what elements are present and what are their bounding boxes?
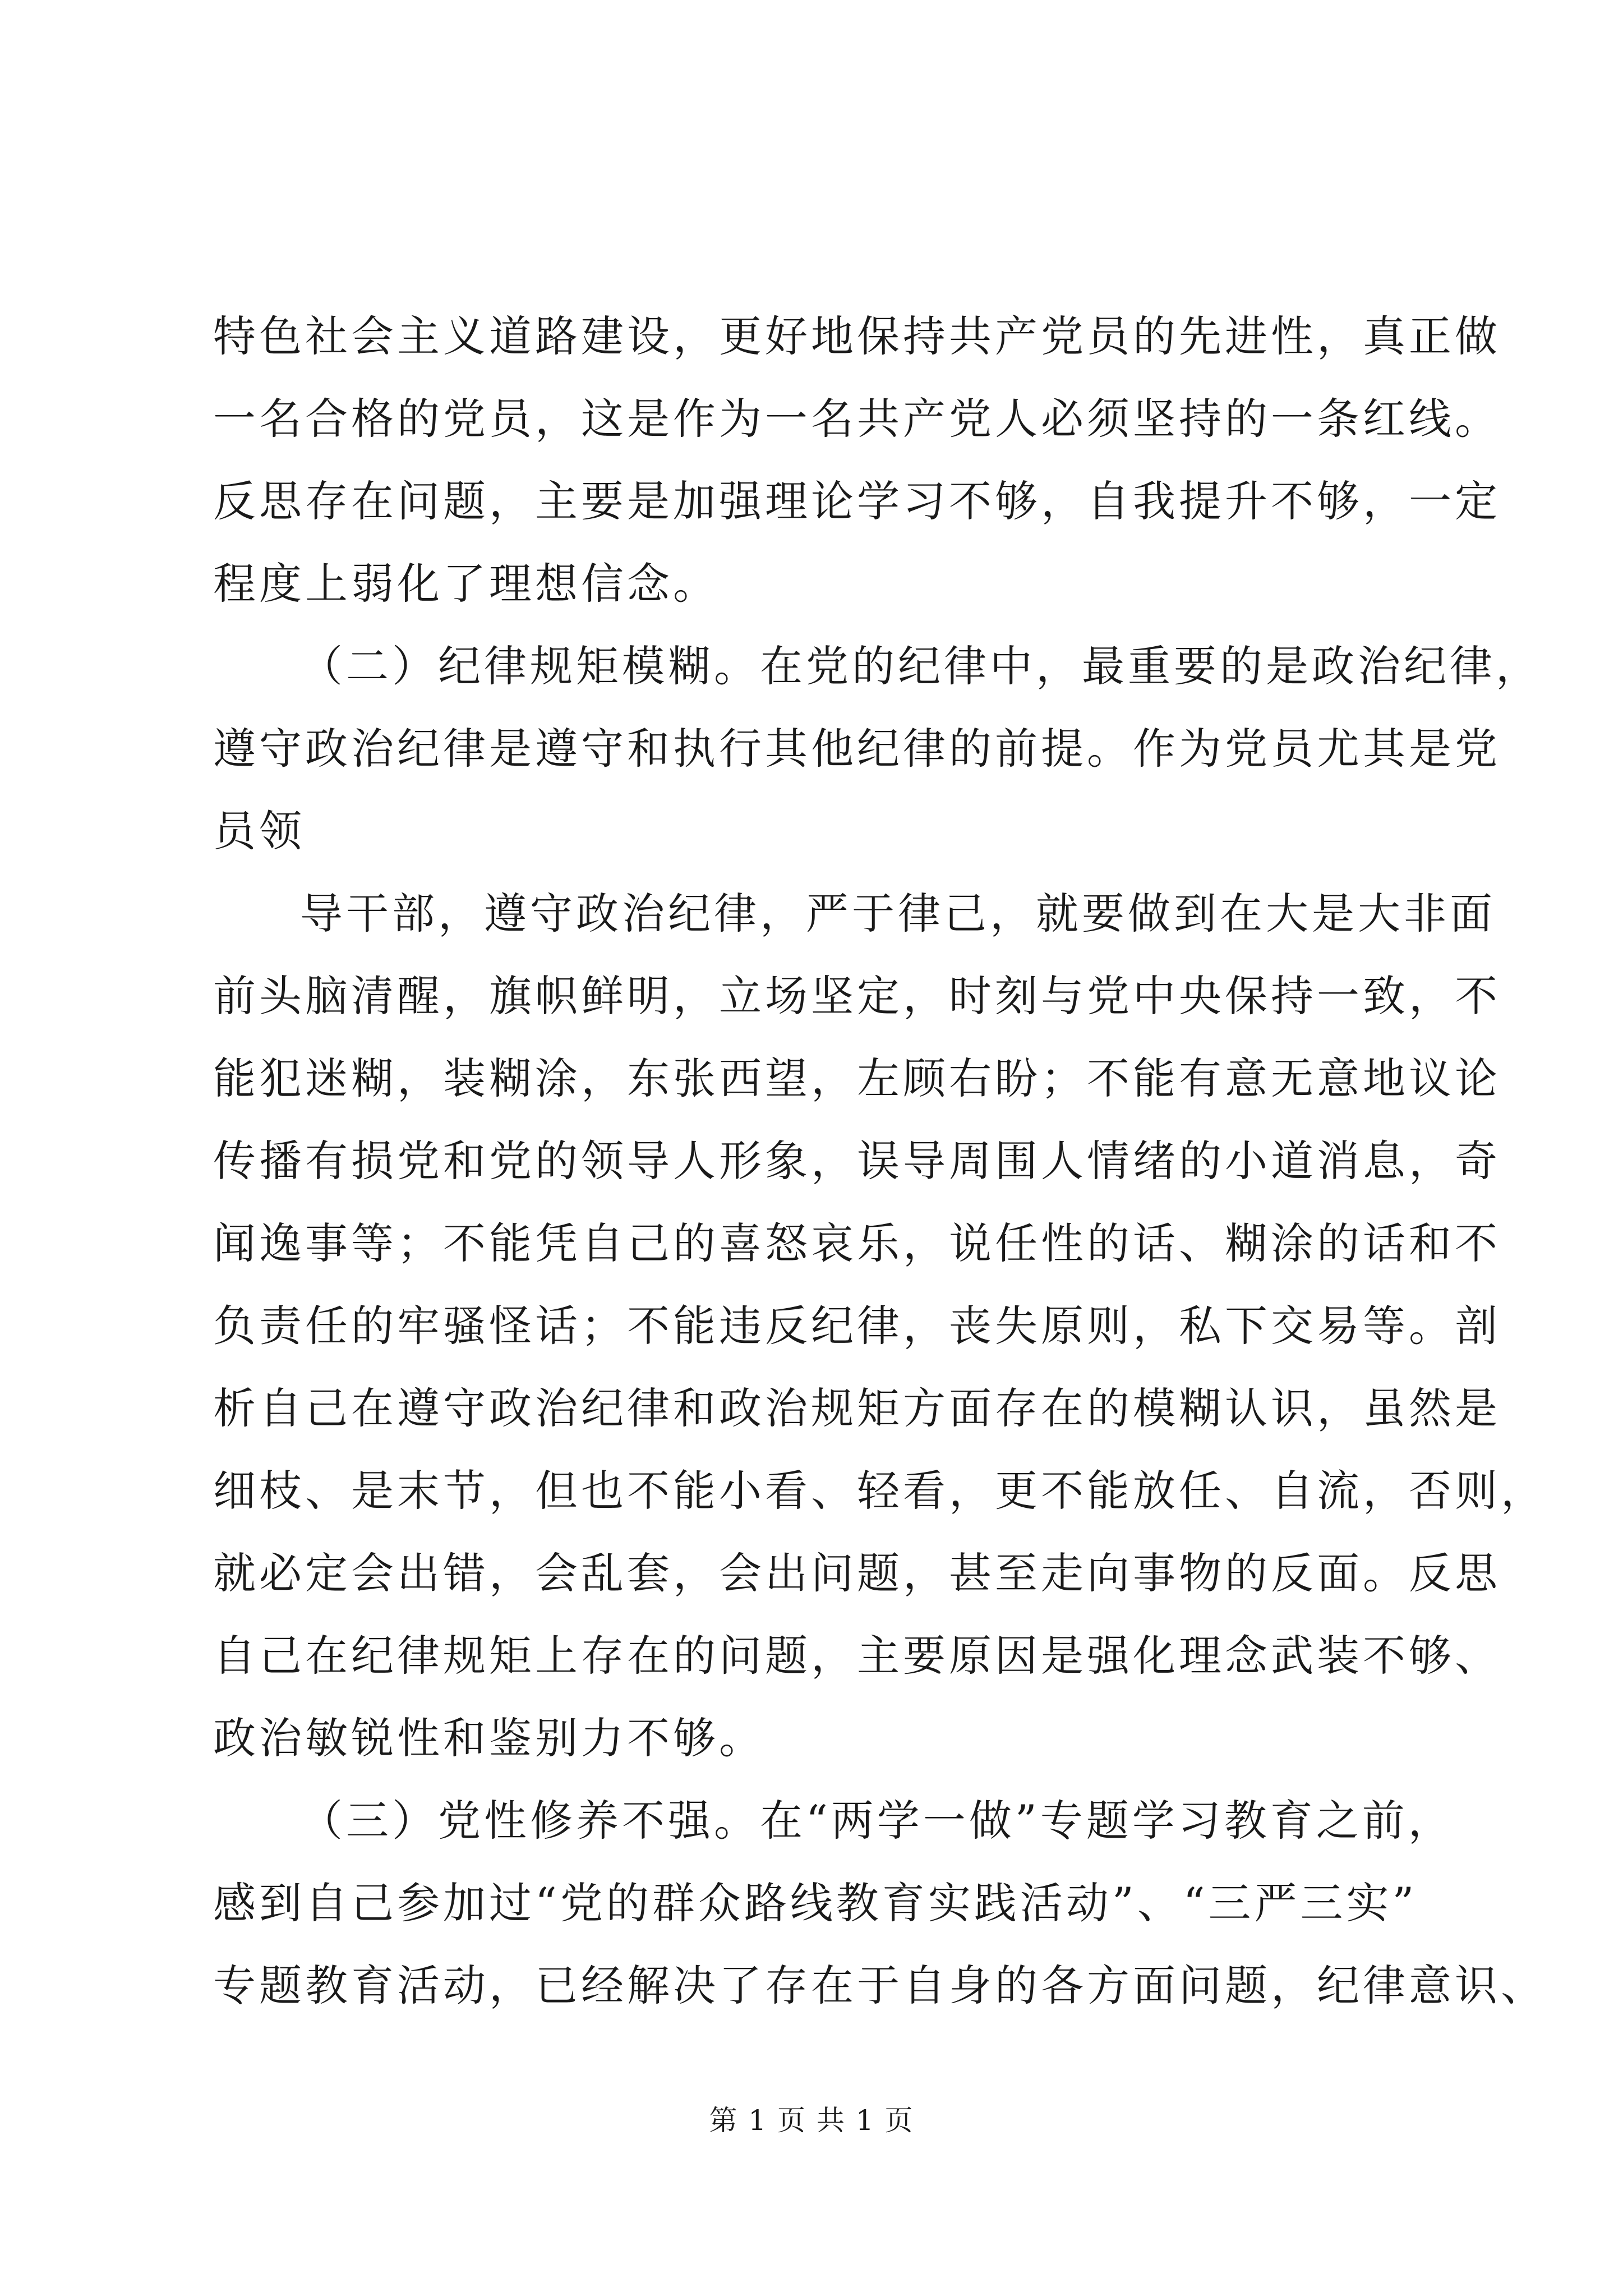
paragraph-heading-line: （二）纪律规矩模糊。在党的纪律中，最重要的是政治纪律，	[300, 641, 1542, 691]
text-line: 反思存在问题，主要是加强理论学习不够，自我提升不够，一定	[213, 476, 1501, 526]
text-line: 前头脑清醒，旗帜鲜明，立场坚定，时刻与党中央保持一致，不	[213, 971, 1501, 1021]
text-line: 传播有损党和党的领导人形象，误导周围人情绪的小道消息，奇	[213, 1136, 1501, 1186]
text-line: 程度上弱化了理想信念。	[213, 559, 719, 609]
text-line: 一名合格的党员，这是作为一名共产党人必须坚持的一条红线。	[213, 394, 1501, 444]
text-line: 就必定会出错，会乱套，会出问题，甚至走向事物的反面。反思	[213, 1548, 1501, 1598]
page-number-footer: 第 1 页 共 1 页	[709, 2104, 914, 2137]
text-line: 导干部，遵守政治纪律，严于律己，就要做到在大是大非面	[300, 889, 1496, 938]
paragraph-heading-line: （三）党性修养不强。在“两学一做”专题学习教育之前，	[300, 1796, 1454, 1846]
text-line: 遵守政治纪律是遵守和执行其他纪律的前提。作为党员尤其是党	[213, 724, 1501, 774]
text-line: 闻逸事等；不能凭自己的喜怒哀乐，说任性的话、糊涂的话和不	[213, 1218, 1501, 1268]
text-line: 能犯迷糊，装糊涂，东张西望，左顾右盼；不能有意无意地议论	[213, 1053, 1501, 1103]
text-line: 政治敏锐性和鉴别力不够。	[213, 1713, 765, 1763]
text-line: 细枝、是末节，但也不能小看、轻看，更不能放任、自流，否则，	[213, 1466, 1547, 1516]
text-line: 自己在纪律规矩上存在的问题，主要原因是强化理念武装不够、	[213, 1631, 1501, 1681]
text-line: 特色社会主义道路建设，更好地保持共产党员的先进性，真正做	[213, 311, 1501, 361]
text-line: 感到自己参加过“党的群众路线教育实践活动”、“三严三实”	[213, 1878, 1418, 1928]
text-line: 专题教育活动，已经解决了存在于自身的各方面问题，纪律意识、	[213, 1961, 1547, 2010]
text-line: 负责任的牢骚怪话；不能违反纪律，丧失原则，私下交易等。剖	[213, 1301, 1501, 1351]
text-line: 员领	[213, 806, 305, 856]
text-line: 析自己在遵守政治纪律和政治规矩方面存在的模糊认识，虽然是	[213, 1383, 1501, 1433]
